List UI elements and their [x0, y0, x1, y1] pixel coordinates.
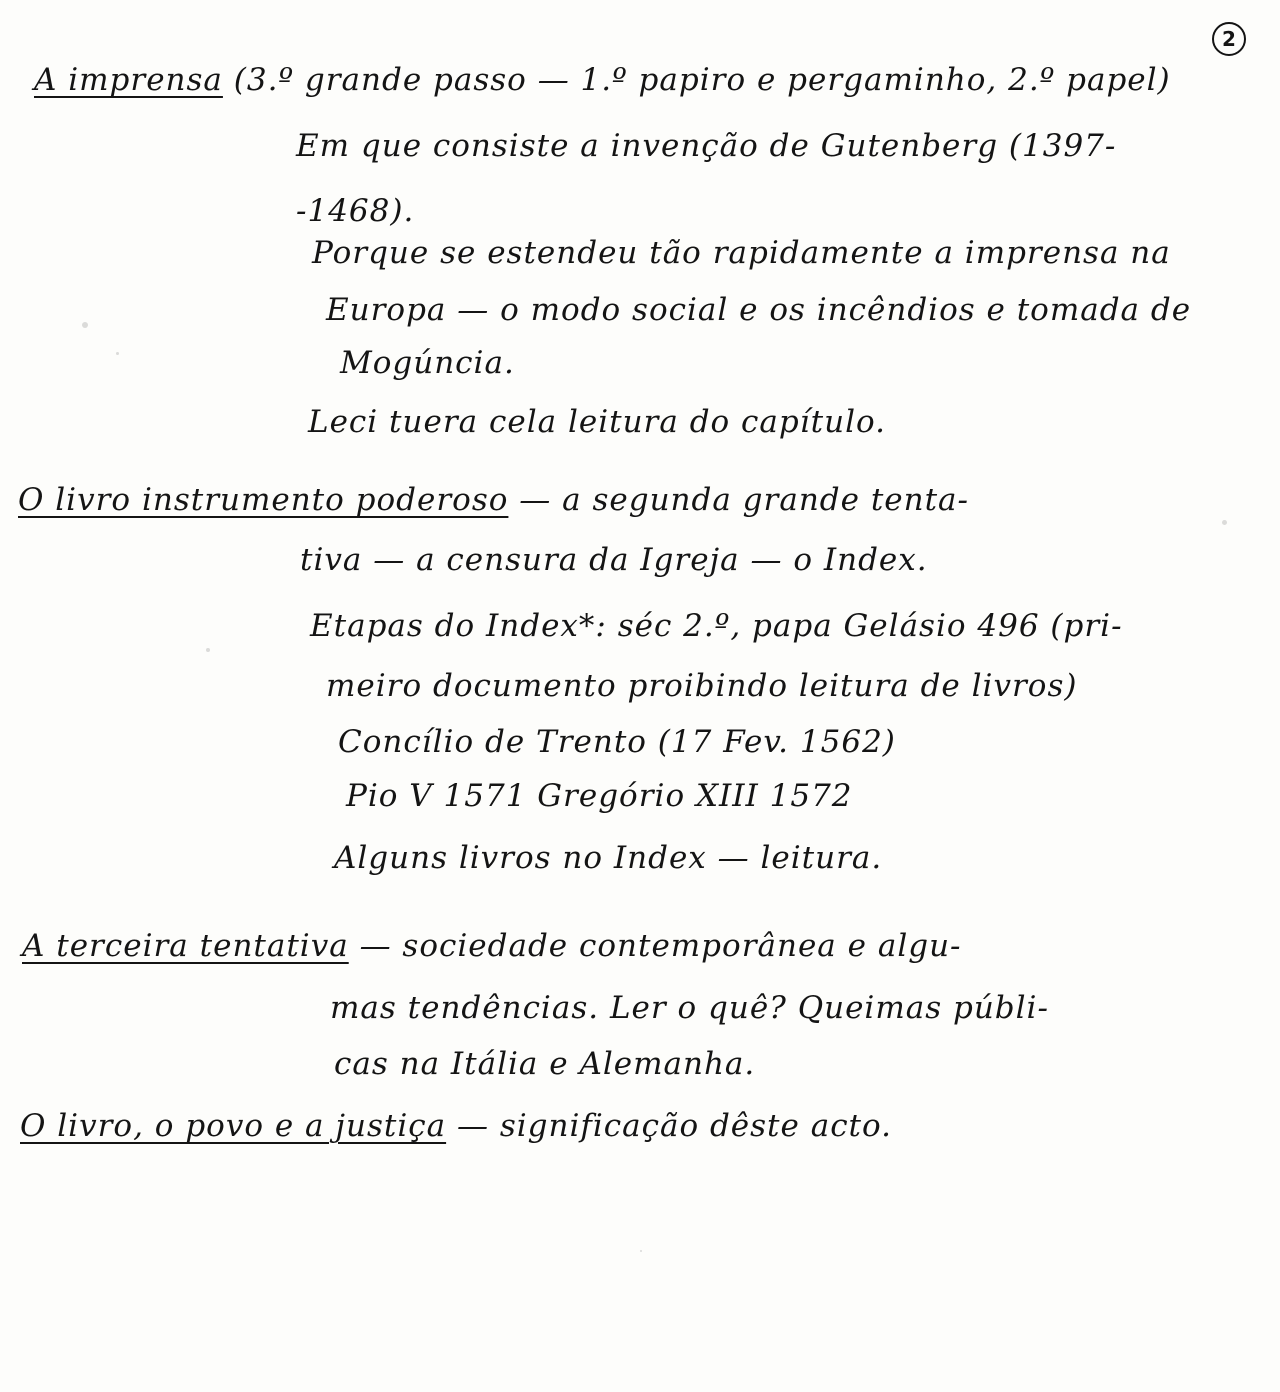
text-line: Mogúncia.: [340, 345, 515, 381]
section-heading: A imprensa: [34, 62, 223, 98]
text-line: Porque se estendeu tão rapidamente a imprensa na: [312, 235, 1171, 271]
paper-speckle: [82, 322, 88, 328]
section-heading-rest: — a segunda grande tenta-: [508, 482, 970, 518]
paper-speckle: [206, 648, 210, 652]
section-heading-line: [18, 482, 969, 518]
section-heading-line: [22, 928, 962, 964]
text-line: Etapas do Index*: séc 2.º, papa Gelásio 496 (pri-: [310, 608, 1123, 644]
section-heading-rest: — sociedade contemporânea e algu-: [348, 928, 962, 964]
paper-speckle: [1222, 520, 1227, 525]
text-line: Leci tuera cela leitura do capítulo.: [308, 404, 886, 440]
section-heading: O livro, o povo e a justiça: [20, 1108, 447, 1144]
section-heading-rest: — significação dêste acto.: [446, 1108, 892, 1144]
text-line: Em que consiste a invenção de Gutenberg (1397-: [296, 128, 1117, 164]
section-heading: O livro instrumento poderoso: [18, 482, 509, 518]
section-heading-line: [34, 62, 1171, 98]
paper-speckle: [116, 352, 119, 355]
text-line: Concílio de Trento (17 Fev. 1562): [338, 724, 896, 760]
text-line: -1468).: [296, 193, 415, 229]
section-heading-rest: (3.º grande passo — 1.º papiro e pergaminho, 2.º papel): [222, 62, 1171, 98]
text-line: cas na Itália e Alemanha.: [334, 1046, 756, 1082]
text-line: mas tendências. Ler o quê? Queimas públi-: [330, 990, 1049, 1026]
paper-speckle: [640, 1250, 642, 1252]
section-heading-line: [20, 1108, 892, 1144]
text-line: Europa — o modo social e os incêndios e tomada de: [326, 292, 1192, 328]
section-heading: A terceira tentativa: [22, 928, 349, 964]
text-line: tiva — a censura da Igreja — o Index.: [300, 542, 928, 578]
text-line: Alguns livros no Index — leitura.: [334, 840, 883, 876]
text-line: Pio V 1571 Gregório XIII 1572: [346, 778, 853, 814]
page-number: 2: [1212, 22, 1246, 56]
text-line: meiro documento proibindo leitura de livros): [326, 668, 1078, 704]
